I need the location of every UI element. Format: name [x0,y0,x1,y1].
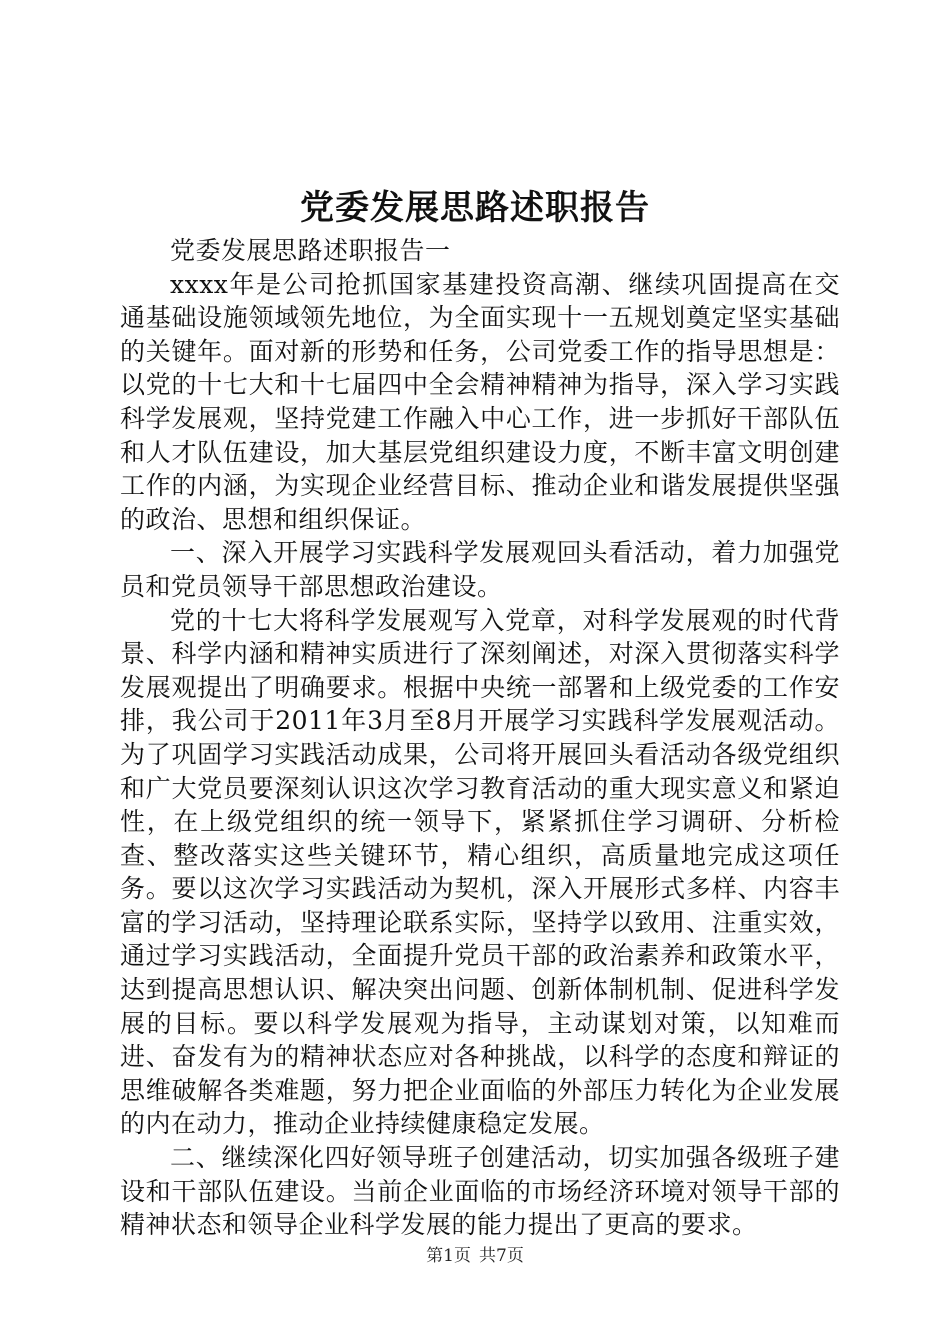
paragraph-section-2: 二、继续深化四好领导班子创建活动，切实加强各级班子建设和干部队伍建设。当前企业面临的市场经济环境对领导干部的精神状态和领导企业科学发展的能力提出了更高的要求。 [120,1143,840,1240]
paragraph-section-1-body: 党的十七大将科学发展观写入党章，对科学发展观的时代背景、科学内涵和精神实质进行了深刻阐述，对深入贯彻落实科学发展观提出了明确要求。根据中央统一部署和上级党委的工作安排，我公司于2011年3月至8月开展学习实践科学发展观活动。为了巩固学习实践活动成果，公司将开展回头看活动各级党组织和广大党员要深刻认识这次学习教育活动的重大现实意义和紧迫性，在上级党组织的统一领导下，紧紧抓住学习调研、分析检查、整改落实这些关键环节，精心组织，高质量地完成这项任务。要以这次学习实践活动为契机，深入开展形式多样、内容丰富的学习活动，坚持理论联系实际，坚持学以致用、注重实效，通过学习实践活动，全面提升党员干部的政治素养和政策水平，达到提高思想认识、解决突出问题、创新体制机制、促进科学发展的目标。要以科学发展观为指导，主动谋划对策，以知难而进、奋发有为的精神状态应对各种挑战，以科学的态度和辩证的思维破解各类难题，努力把企业面临的外部压力转化为企业发展的内在动力，推动企业持续健康稳定发展。 [120,605,840,1139]
paragraph-subtitle: 党委发展思路述职报告一 [170,236,451,265]
document-title: 党委发展思路述职报告 [300,188,650,228]
page-total: 共7页 [479,1246,524,1266]
page-footer [0,1244,950,1268]
document-body [120,234,840,1242]
paragraph-section-1-heading: 一、深入开展学习实践科学发展观回头看活动，着力加强党员和党员领导干部思想政治建设。 [120,538,840,601]
page-number: 第1页 [426,1246,471,1266]
paragraph-intro: xxxx年是公司抢抓国家基建投资高潮、继续巩固提高在交通基础设施领域领先地位，为全面实现十一五规划奠定坚实基础的关键年。面对新的形势和任务，公司党委工作的指导思想是：以党的十七大和十七届四中全会精神精神为指导，深入学习实践科学发展观，坚持党建工作融入中心工作，进一步抓好干部队伍和人才队伍建设，加大基层党组织建设力度，不断丰富文明创建工作的内涵，为实现企业经营目标、推动企业和谐发展提供坚强的政治、思想和组织保证。 [120,269,840,534]
